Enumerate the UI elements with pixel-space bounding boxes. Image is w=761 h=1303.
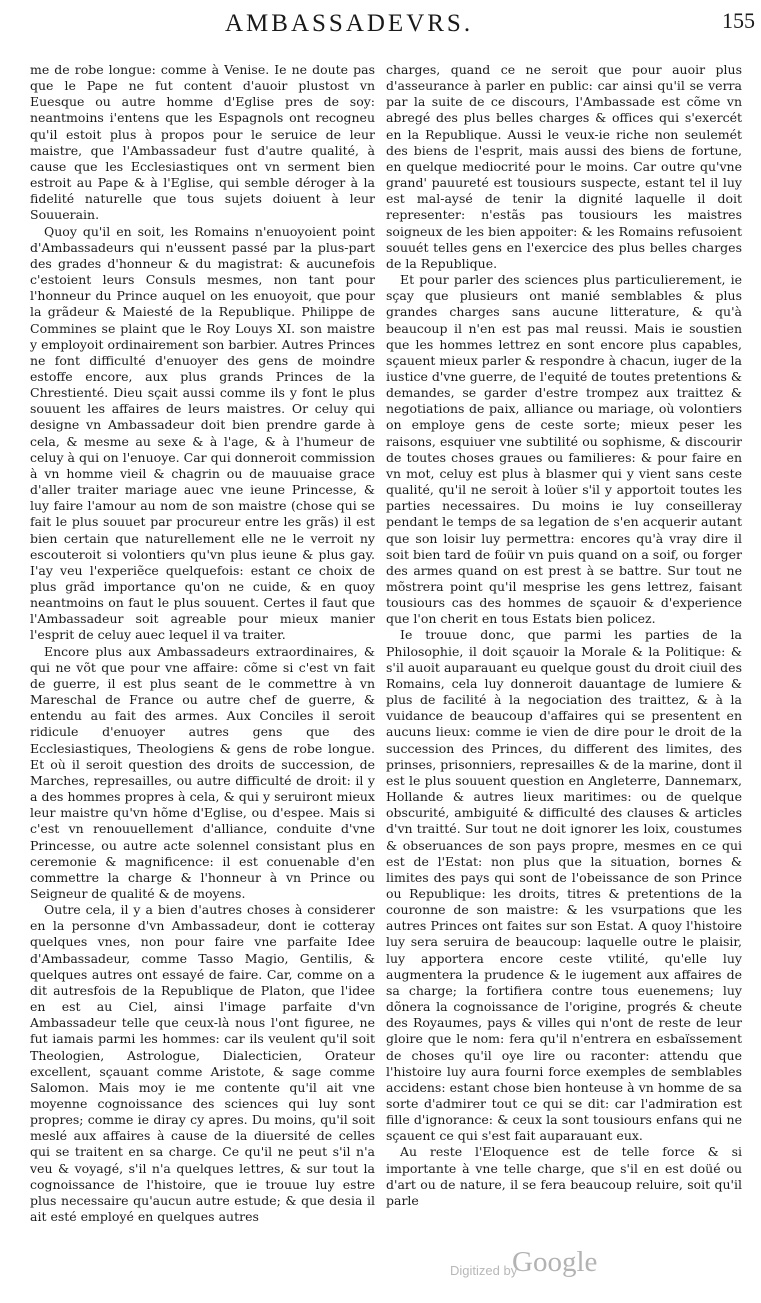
paragraph: Encore plus aux Ambassadeurs extraordinaires, & qui ne võt que pour vne affaire: cõme si c'est vn fait de guerre, il est plus seant de le commettre à vn Mareschal de France ou autre chef de guerre, & entendu au fait des armes. Aux Conciles il seroit ridicule d'enuoyer autres gens que des Ecclesiastiques, Theologiens & gens de robe longue. Et où il seroit question des droits de succession, de Marches, represailles, ou autre difficulté de droit: il y a des hommes propres à cela, & qui y seruiront mieux leur maistre qu'vn hõme d'Eglise, ou d'espee. Mais si c'est vn renouuellement d'alliance, conduite d'vne Princesse, ou autre acte solennel consistant plus en ceremonie & magnificence: il est conuenable d'en commettre la charge & l'honneur à vn Prince ou Seigneur de qualité & de moyens. <box>30 643 375 901</box>
google-logo: Google <box>512 1246 598 1278</box>
digitized-by-watermark <box>450 1244 660 1284</box>
running-title: AMBASSADEVRS. <box>225 10 474 37</box>
paragraph: Au reste l'Eloquence est de telle force & si importante à vne telle charge, que s'il en est doüé ou d'art ou de nature, il se fera beaucoup reluire, soit qu'il parle <box>386 1144 742 1208</box>
paragraph: me de robe longue: comme à Venise. Ie ne doute pas que le Pape ne fut content d'auoir plustost vn Euesque ou autre homme d'Eglise pres de soy: neantmoins i'entens que les Espagnols ont recogneu qu'il estoit plus à propos pour le seruice de leur maistre, que l'Ambassadeur fust d'autre qualité, à cause que les Ecclesiastiques ont vn serment bien estroit au Pape & à l'Eglise, qui semble déroger à la fidelité naturelle que tous sujets doiuent à leur Souuerain. <box>30 62 375 223</box>
left-column <box>30 62 375 1225</box>
paragraph: Et pour parler des sciences plus particulierement, ie sçay que plusieurs ont manié semblables & plus grandes charges sans aucune litterature, & qu'à beaucoup il n'en est pas mal reussi. Mais ie soustien que les hommes lettrez en sont encore plus capables, sçauent mieux parler & respondre à chacun, iuger de la iustice d'vne guerre, de l'equité de toutes pretentions & demandes, se garder d'estre trompez aux traittez & negotiations de paix, alliance ou mariage, où volontiers on employe gens de ceste sorte; mieux peser les raisons, esquiuer vne subtilité ou sophisme, & discourir de toutes choses graues ou familieres: & pour faire en vn mot, celuy est plus à blasmer qui y vient sans ceste qualité, qu'il ne seroit à loüer s'il y apportoit toutes les parties necessaires. Du moins ie luy conseilleray pendant le temps de sa legation de s'en acquerir autant que son loisir luy permettra: encores qu'à vray dire il soit bien tard de foüir vn puis quand on a soif, ou forger des armes quand on est prest à se battre. Sur tout ne mõstrera point qu'il mesprise les gens lettrez, faisant tousiours cas des hommes de sçauoir & d'experience que l'on cherit en tous Estats bien policez. <box>386 272 742 627</box>
running-head <box>0 4 761 44</box>
paragraph: Quoy qu'il en soit, les Romains n'enuoyoient point d'Ambassadeurs qui n'eussent passé par la plus-part des grades d'honneur & du magistrat: & aucunefois c'estoient leurs Consuls mesmes, non tant pour l'honneur du Prince auquel on les enuoyoit, que pour la grãdeur & Maiesté de la Republique. Philippe de Commines se plaint que le Roy Louys XI. son maistre y employoit ordinairement son barbier. Autres Princes ne font difficulté d'enuoyer des gens de moindre estoffe encore, aux plus grands Princes de la Chrestienté. Dieu sçait aussi comme ils y font le plus souuent les affaires de leurs maistres. Or celuy qui designe vn Ambassadeur doit bien prendre garde à cela, & mesme au sexe & à l'age, & à l'humeur de celuy à qui on l'enuoye. Car qui donneroit commission à vn homme vieil & chagrin ou de mauuaise grace d'aller traiter mariage auec vne ieune Princesse, & luy faire l'amour au nom de son maistre (chose qui se fait le plus souuet par procureur entre les grãs) il est bien certain que naturellement elle ne le verroit ny escouteroit si volontiers qu'vn plus ieune & plus gay. I'ay veu l'experiẽce quelquefois: estant ce choix de plus grãd importance qu'on ne cuide, & en quoy neantmoins on faut le plus souuent. Certes il faut que l'Ambassadeur soit agreable pour mieux manier l'esprit de celuy auec lequel il va traiter. <box>30 223 375 643</box>
watermark-prefix: Digitized by <box>450 1263 518 1278</box>
paragraph: Ie trouue donc, que parmi les parties de la Philosophie, il doit sçauoir la Morale & la Politique: & s'il auoit auparauant eu quelque goust du droit ciuil des Romains, cela luy donneroit dauantage de lumiere & plus de facilité à la negociation des traittez, & à la vuidance de beaucoup d'affaires qui se presentent en aucuns lieux: comme ie vien de dire pour le droit de la succession des Princes, du different des limites, des prinses, prisonniers, represailles & de la marine, dont il est le plus souuent question en Angleterre, Dannemarx, Hollande & autres lieux maritimes: ou de quelque obscurité, ambiguité & difficulté des clauses & articles d'vn traitté. Sur tout ne doit ignorer les loix, coustumes & obseruances de son pays propre, mesmes en ce qui est de l'Estat: non plus que la situation, bornes & limites des pays qui sont de l'obeissance de son Prince ou Republique: les droits, titres & pretentions de la couronne de son maistre: & les vsurpations que les autres Princes ont faites sur son Estat. A quoy l'histoire luy sera seruira de beaucoup: laquelle outre le plaisir, luy apportera encore ceste vtilité, qu'elle luy augmentera la prudence & le iugement aux affaires de sa charge; la fortifiera contre tous euenemens; luy dõnera la cognoissance de l'origine, progrés & cheute des Royaumes, pays & villes qui n'ont de reste de leur gloire que le nom: fera qu'il n'entrera en esbaïssement de choses qu'il oye lire ou raconter: attendu que l'histoire luy aura fourni force exemples de semblables accidens: estant chose bien honteuse à vn homme de sa sorte d'admirer tout ce qui se dit: car l'admiration est fille d'ignorance: & ceux la sont tousiours enfans qui ne sçauent ce qui s'est fait auparauant eux. <box>386 627 742 1144</box>
paragraph: charges, quand ce ne seroit que pour auoir plus d'asseurance à parler en public: car ainsi qu'il se verra par la suite de ce discours, l'Ambassade est cõme vn abregé des plus belles charges & offices qui s'exercét en la Republique. Aussi le veux-ie riche non seulemét des biens de l'esprit, mais aussi des biens de fortune, en quelque mediocrité pour le moins. Car outre qu'vne grand' pauureté est tousiours suspecte, estant tel il luy est mal-aysé de tenir la dignité laquelle il doit representer: n'estãs pas tousiours les maistres soigneux de les bien appoiter: & les Romains refusoient souuét telles gens en l'exercice des plus belles charges de la Republique. <box>386 62 742 271</box>
paragraph: Outre cela, il y a bien d'autres choses à considerer en la personne d'vn Ambassadeur, dont ie cotteray quelques vnes, non pour faire vne parfaite Idee d'Ambassadeur, comme Tasso Magio, Gentilis, & quelques autres ont essayé de faire. Car, comme on a dit autresfois de la Republique de Platon, que l'idee en est au Ciel, ainsi l'image parfaite d'vn Ambassadeur telle que ceux-là nous l'ont figuree, ne fut iamais parmi les hommes: car ils veulent qu'il soit Theologien, Astrologue, Dialecticien, Orateur excellent, sçauant comme Aristote, & sage comme Salomon. Mais moy ie me contente qu'il ait vne moyenne cognoissance des sciences qui luy sont propres; comme ie diray cy apres. Du moins, qu'il soit meslé aux affaires à cause de la diuersité de celles qui se traitent en sa charge. Ce qu'il ne peut s'il n'a veu & voyagé, s'il n'a quelques lettres, & sur tout la cognoissance de l'histoire, que ie trouue luy estre plus necessaire qu'aucun autre estude; & que desia il ait esté employé en quelques autres <box>30 902 375 1225</box>
right-column <box>386 62 742 1209</box>
page-number: 155 <box>722 8 755 33</box>
